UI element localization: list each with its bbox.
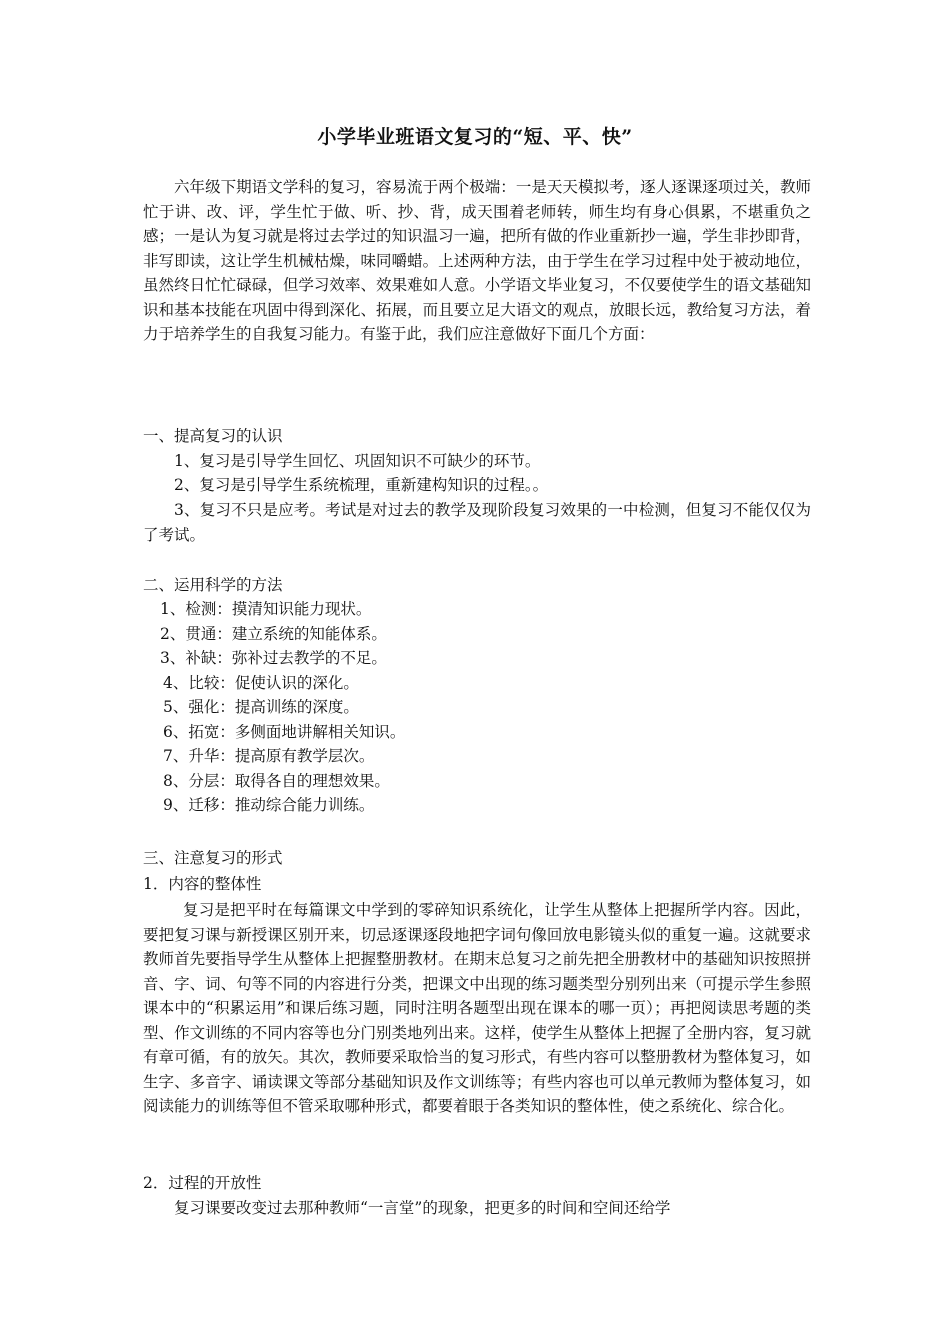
section2-item-1: 1、检测：摸清知识能力现状。 [160,600,372,618]
section2-item-8: 8、分层：取得各自的理想效果。 [163,772,390,790]
section3-sub1-paragraph: 复习是把平时在每篇课文中学到的零碎知识系统化，让学生从整体上把握所学内容。因此，要把复习课与新授课区别开来，切忌逐课逐段地把字词句像回放电影镜头似的重复一遍。这就要求教师首先要指导学生从整体上把握整册教材。在期末总复习之前先把全册教材中的基础知识按照拼音、字、词、句等不同的内容进行分类，把课文中出现的练习题类型分别列出来（可提示学生参照课本中的“积累运用”和课后练习题，同时注明各题型出现在课本的哪一页）；再把阅读思考题的类型、作文训练的不同内容等也分门别类地列出来。这样，使学生从整体上把握了全册内容，复习就有章可循，有的放矢。其次，教师要采取恰当的复习形式，有些内容可以整册教材为整体复习，如生字、多音字、诵读课文等部分基础知识及作文训练等；有些内容也可以单元教师为整体复习，如阅读能力的训练等但不管采取哪种形式，都要着眼于各类知识的整体性，使之系统化、综合化。 [143,901,811,1115]
section2-item-2: 2、贯通：建立系统的知能体系。 [160,625,387,643]
section2-item-4: 4、比较：促使认识的深化。 [163,674,359,692]
section2-item-3: 3、补缺：弥补过去教学的不足。 [160,649,387,667]
section1-item-2: 2、复习是引导学生系统梳理，重新建构知识的过程。。 [174,476,549,494]
section1-item-1: 1、复习是引导学生回忆、巩固知识不可缺少的环节。 [174,452,541,470]
section1-item-3: 3、复习不只是应考。考试是对过去的教学及现阶段复习效果的一中检测，但复习不能仅仅为了考试。 [143,501,811,544]
intro-paragraph: 六年级下期语文学科的复习，容易流于两个极端：一是天天模拟考，逐人逐课逐项过关，教师忙于讲、改、评，学生忙于做、听、抄、背，成天围着老师转，师生均有身心俱累，不堪重负之感；一是认为复习就是将过去学过的知识温习一遍，把所有做的作业重新抄一遍，学生非抄即背，非写即读，这让学生机械枯燥，味同嚼蜡。上述两种方法，由于学生在学习过程中处于被动地位，虽然终日忙忙碌碌，但学习效率、效果难如人意。小学语文毕业复习，不仅要使学生的语文基础知识和基本技能在巩固中得到深化、拓展，而且要立足大语文的观点，放眼长远，教给复习方法，着力于培养学生的自我复习能力。有鉴于此，我们应注意做好下面几个方面： [143,178,811,343]
section3-sub1-heading: 1．内容的整体性 [143,875,262,893]
section2-item-7: 7、升华：提高原有教学层次。 [163,747,375,765]
section2-heading: 二、运用科学的方法 [143,576,283,594]
section2-item-5: 5、强化：提高训练的深度。 [163,698,359,716]
section2-item-6: 6、拓宽：多侧面地讲解相关知识。 [163,723,406,741]
section3-heading: 三、注意复习的形式 [143,849,283,867]
document-title: 小学毕业班语文复习的“短、平、快” [317,126,633,148]
section1-heading: 一、提高复习的认识 [143,427,283,445]
section3-sub2-paragraph: 复习课要改变过去那种教师“一言堂”的现象，把更多的时间和空间还给学 [174,1199,671,1217]
section2-item-9: 9、迁移：推动综合能力训练。 [163,796,375,814]
section3-sub2-heading: 2．过程的开放性 [143,1174,262,1192]
